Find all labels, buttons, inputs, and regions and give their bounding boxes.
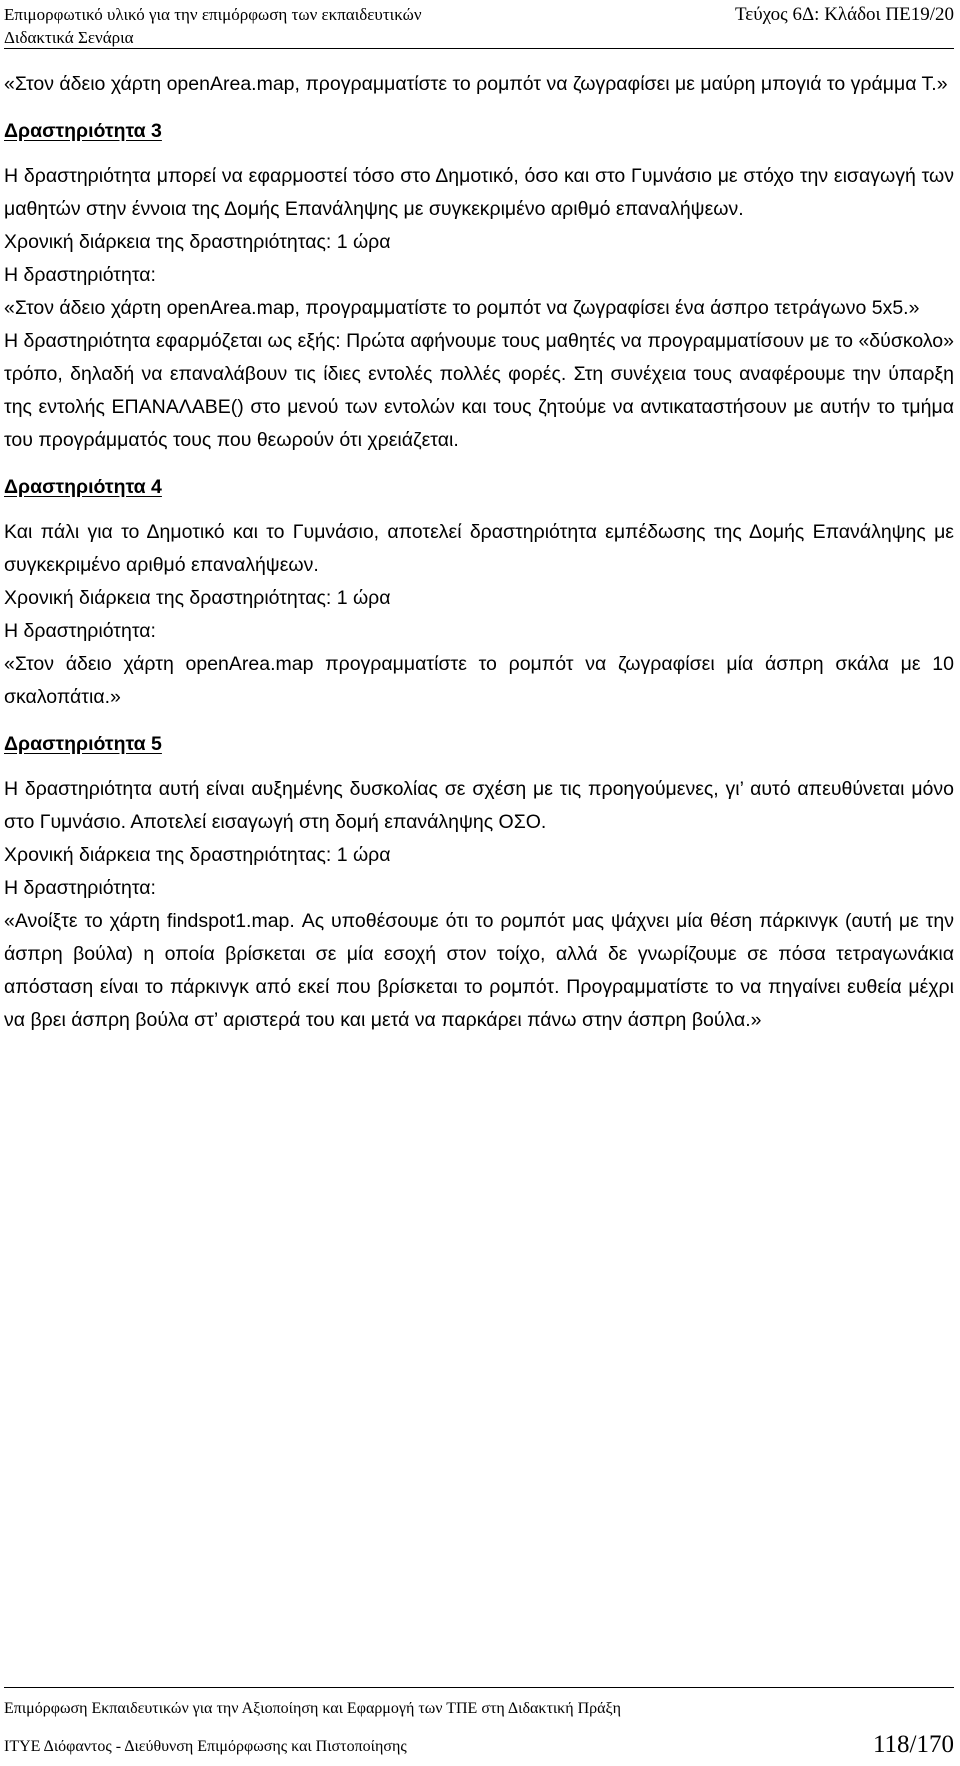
footer-program: Επιμόρφωση Εκπαιδευτικών για την Αξιοποίηση και Εφαρμογή των ΤΠΕ στη Διδακτική Πράξη [4, 1700, 622, 1717]
footer-organization: ΙΤΥΕ Διόφαντος - Διεύθυνση Επιμόρφωσης και Πιστοποίησης [4, 1738, 407, 1755]
activity-3-label: Η δραστηριότητα: [4, 264, 156, 286]
activity-4-duration: Χρονική διάρκεια της δραστηριότητας: 1 ώρα [4, 587, 391, 609]
header-left [4, 3, 422, 49]
header-series-title: Επιμορφωτικό υλικό για την επιμόρφωση των εκπαιδευτικών [4, 5, 422, 24]
document-body [4, 68, 954, 1037]
page-number: 118/170 [872, 1731, 954, 1758]
header-subtitle: Διδακτικά Σενάρια [4, 28, 134, 47]
footer-left [4, 1690, 621, 1766]
header-divider [4, 48, 954, 49]
activity-4-task: «Στον άδειο χάρτη openArea.map προγραμματίστε το ρομπότ να ζωγραφίσει μία άσπρη σκάλα με 10 σκαλοπάτια.» [4, 653, 954, 708]
activity-3-duration: Χρονική διάρκεια της δραστηριότητας: 1 ώρα [4, 231, 391, 253]
activity-5-task: «Ανοίξτε το χάρτη findspot1.map. Ας υποθέσουμε ότι το ρομπότ μας ψάχνει μία θέση πάρκινγκ (αυτή με την άσπρη βούλα) η οποία βρίσκεται σε μία εσοχή στον τοίχο, αλλά δε γνωρίζουμε σε πόσα τετραγωνάκια απόσταση είναι το πάρκινγκ από εκεί που βρίσκεται το ρομπότ. Προγραμματίστε το να πηγαίνει ευθεία μέχρι να βρει άσπρη βούλα στ’ αριστερά του και μετά να παρκάρει πάνω στην άσπρη βούλα.» [4, 910, 954, 1031]
activity-5-description: Η δραστηριότητα αυτή είναι αυξημένης δυσκολίας σε σχέση με τις προηγούμενες, γι’ αυτό απευθύνεται μόνο στο Γυμνάσιο. Αποτελεί εισαγωγή στη δομή επανάληψης ΟΣΟ. [4, 778, 954, 833]
activity-3-task: «Στον άδειο χάρτη openArea.map, προγραμματίστε το ρομπότ να ζωγραφίσει ένα άσπρο τετράγωνο 5x5.» [4, 297, 920, 319]
activity-4-description: Και πάλι για το Δημοτικό και το Γυμνάσιο, αποτελεί δραστηριότητα εμπέδωσης της Δομής Επανάληψης με συγκεκριμένο αριθμό επαναλήψεων. [4, 521, 954, 576]
activity-4-label: Η δραστηριότητα: [4, 620, 156, 642]
activity-5-heading: Δραστηριότητα 5 [4, 733, 162, 755]
activity-5-duration: Χρονική διάρκεια της δραστηριότητας: 1 ώρα [4, 844, 391, 866]
activity-3-method: Η δραστηριότητα εφαρμόζεται ως εξής: Πρώτα αφήνουμε τους μαθητές να προγραμματίσουν με το «δύσκολο» τρόπο, δηλαδή να επαναλάβουν τις ίδιες εντολές πολλές φορές. Στη συνέχεια τους αναφέρουμε την ύπαρξη της εντολής ΕΠΑΝΑΛΑΒΕ() στο μενού των εντολών και τους ζητούμε να αντικαταστήσουν με αυτήν το τμήμα του προγράμματός τους που θεωρούν ότι χρειάζεται. [4, 330, 954, 451]
header-issue: Τεύχος 6Δ: Κλάδοι ΠΕ19/20 [734, 4, 954, 25]
activity-3-description: Η δραστηριότητα μπορεί να εφαρμοστεί τόσο στο Δημοτικό, όσο και στο Γυμνάσιο με στόχο την εισαγωγή των μαθητών στην έννοια της Δομής Επανάληψης με συγκεκριμένο αριθμό επαναλήψεων. [4, 165, 954, 220]
footer-divider [4, 1687, 954, 1688]
activity-5-label: Η δραστηριότητα: [4, 877, 156, 899]
activity-3-heading: Δραστηριότητα 3 [4, 120, 162, 142]
activity-4-heading: Δραστηριότητα 4 [4, 476, 162, 498]
intro-task: «Στον άδειο χάρτη openArea.map, προγραμματίστε το ρομπότ να ζωγραφίσει με μαύρη μπογιά το γράμμα Τ.» [4, 73, 948, 95]
